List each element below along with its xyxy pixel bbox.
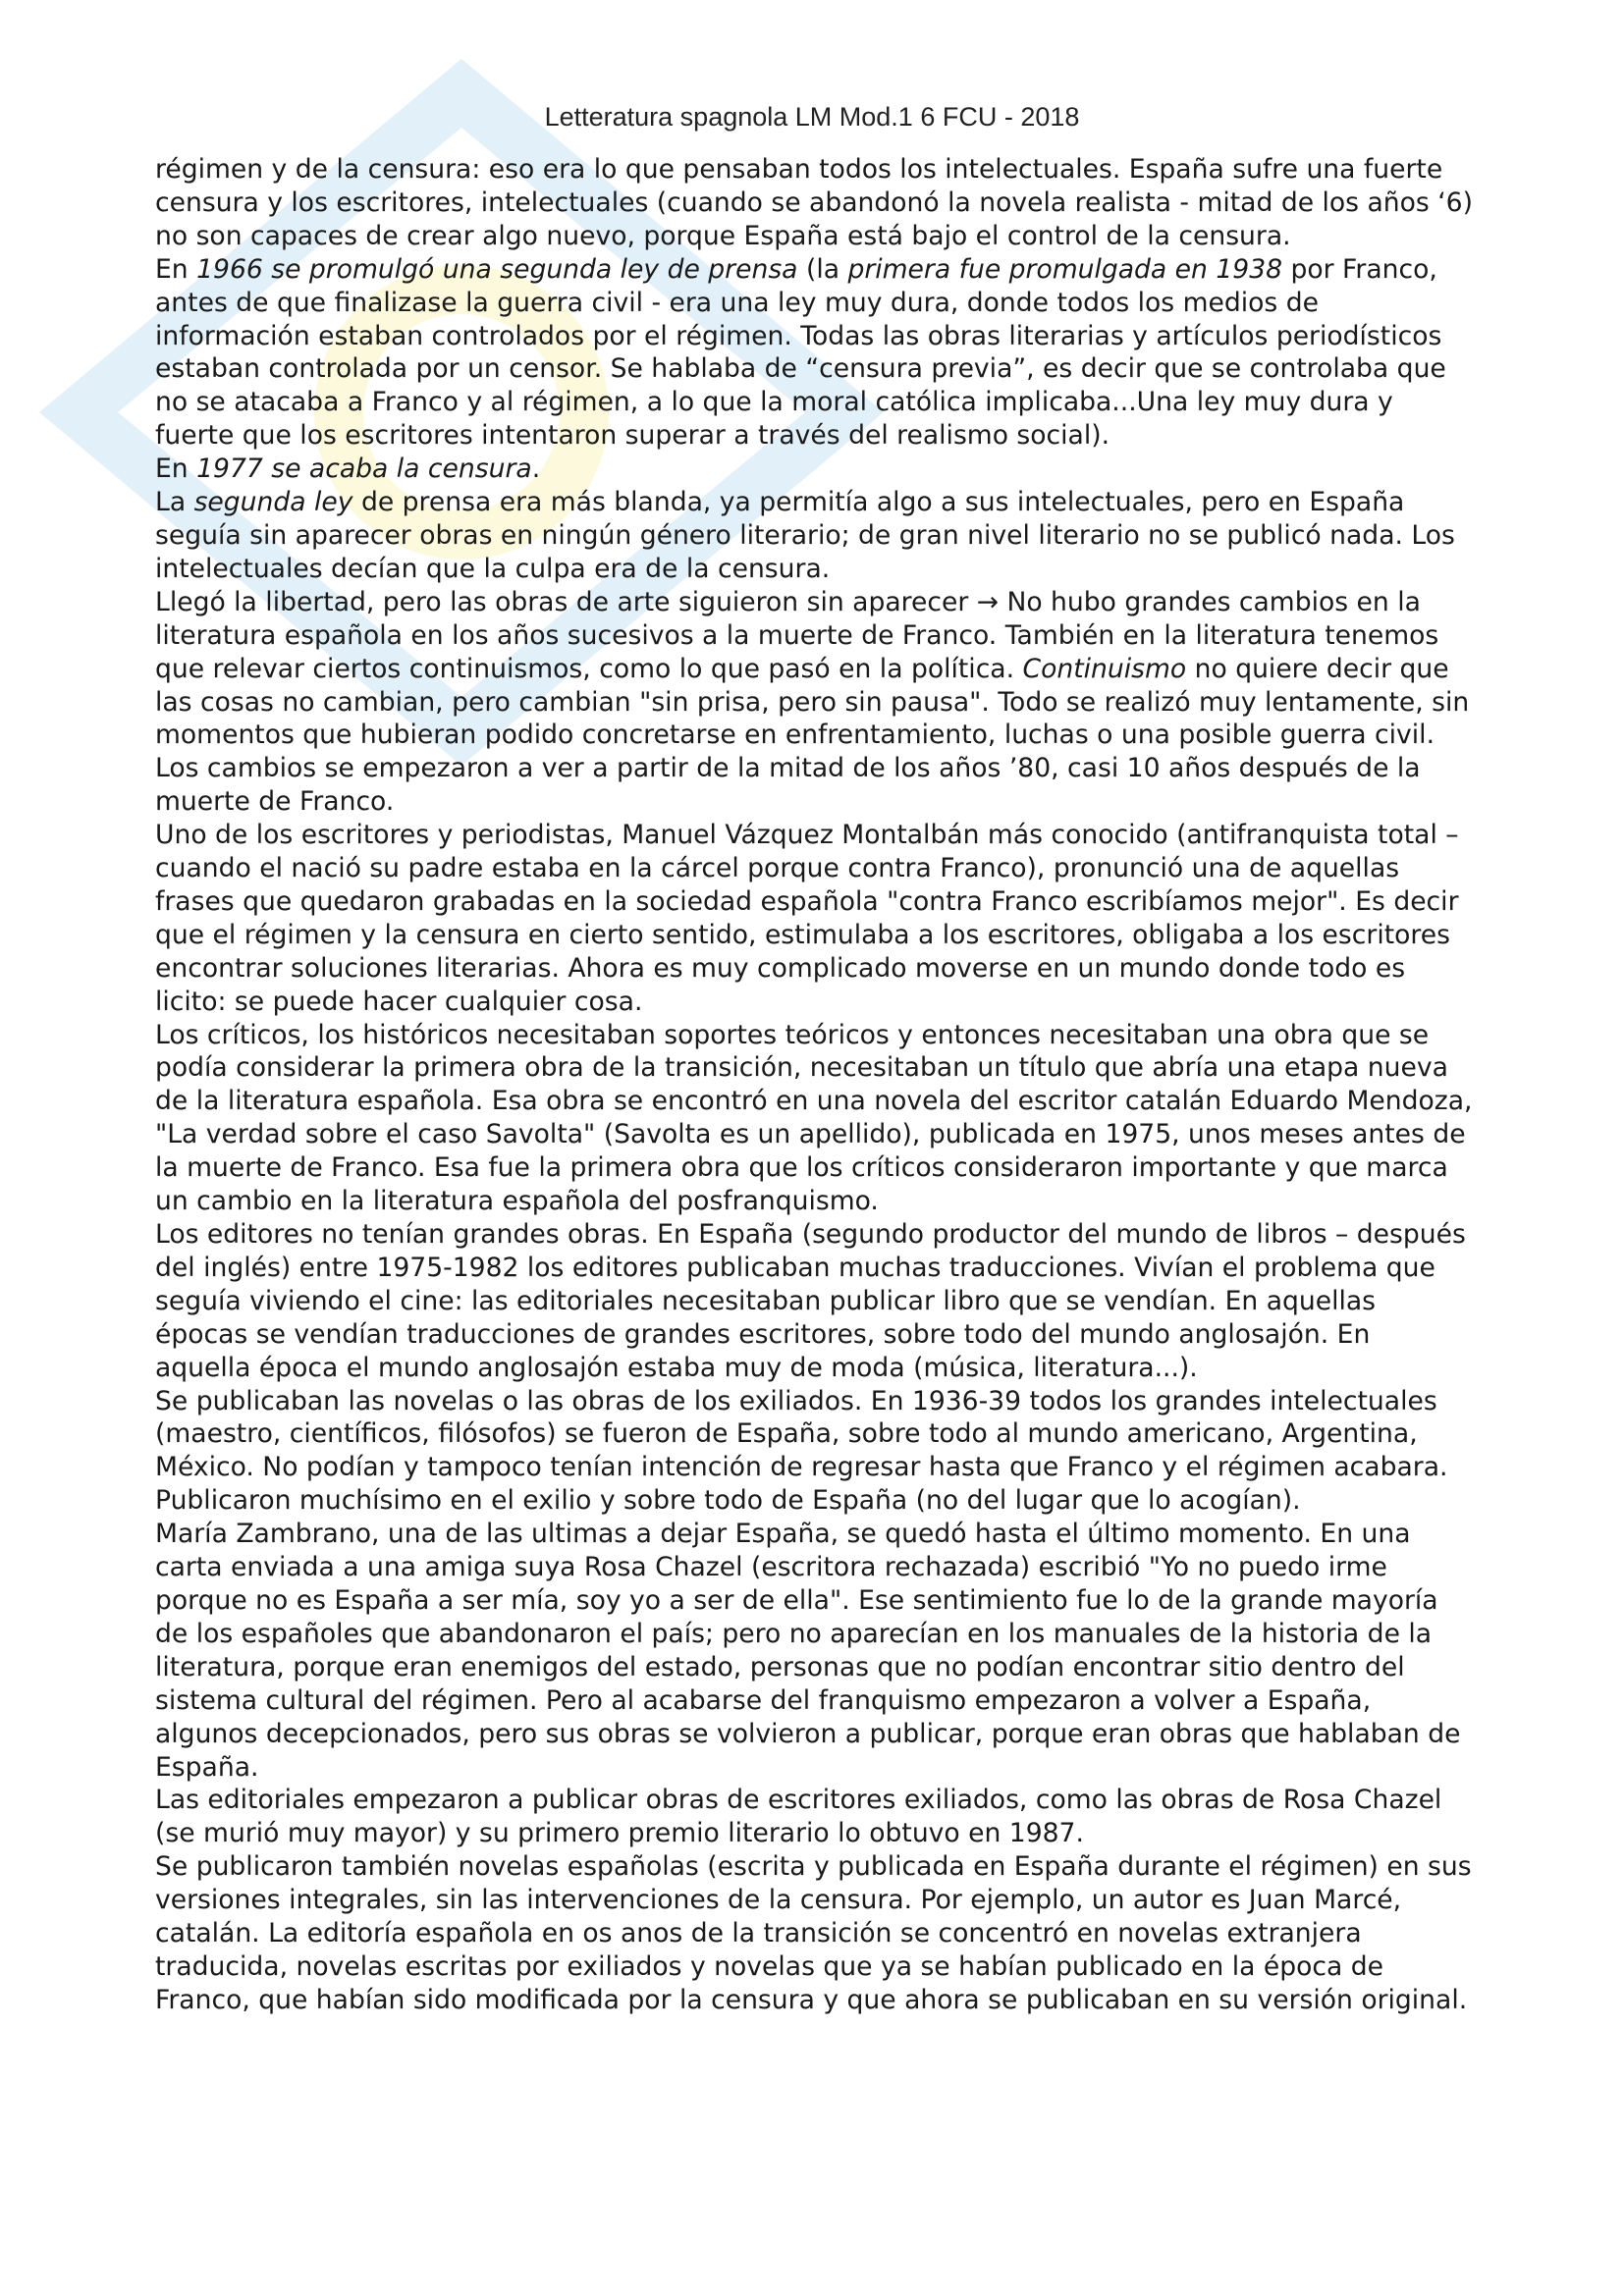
text-run: En — [155, 454, 197, 485]
paragraph — [155, 253, 1473, 453]
paragraph — [155, 1518, 1473, 1784]
text-run: régimen y de la censura: eso era lo que pensaban todos los intelectuales. España sufre una fuerte censura y los escritores, intelectuales (cuando se abandonó la novela realista - mitad de los años ‘6) no son capaces de crear algo nuevo, porque España está bajo el control de la censura. — [155, 154, 1473, 251]
text-run: no quiere decir que las cosas no cambian, pero cambian "sin prisa, pero sin pausa". Todo se realizó muy lentamente, sin momentos que hubieran podido concretarse en enfrentamiento, luchas o una posible guerra civil. Los cambios se empezaron a ver a partir de la mitad de los años ’80, casi 10 años después de la muerte de Franco. — [155, 653, 1470, 818]
text-run: En — [155, 253, 197, 285]
text-run: Uno de los escritores y periodistas, Manuel Vázquez Montalbán más conocido (antifranquista total – cuando el nació su padre estaba en la cárcel porque contra Franco), pronunció una de aquellas frases que quedaron grabadas en la sociedad española "contra Franco escribíamos mejor". Es decir que el régimen y la censura en cierto sentido, estimulaba a los escritores, obligaba a los escritores encontrar soluciones literarias. Ahora es muy complicado moverse en un mundo donde todo es licito: se puede hacer cualquier cosa. — [155, 820, 1459, 1017]
paragraph — [155, 453, 1473, 486]
paragraph — [155, 1385, 1473, 1519]
text-run: por Franco, antes de que finalizase la guerra civil - era una ley muy dura, donde todos los medios de información estaban controlados por el régimen. Todas las obras literarias y artículos periodísticos estaban controlada por un censor. Se hablaba de “censura previa”, es decir que se controlaba que no se atacaba a Franco y al régimen, a lo que la moral católica implicaba...Una ley muy dura y fuerte que los escritores intentaron superar a través del realismo social). — [155, 253, 1446, 452]
text-run: Llegó la libertad, pero las obras de arte siguieron sin aparecer → No hubo grandes cambios en la literatura española en los años sucesivos a la muerte de Franco. También en la literatura tenemos que relevar ciertos continuismos, como lo que pasó en la política. — [155, 586, 1439, 684]
paragraph — [155, 819, 1473, 1018]
page-header: Letteratura spagnola LM Mod.1 6 FCU - 2018 — [544, 102, 1080, 132]
text-run: de prensa era más blanda, ya permitía algo a sus intelectuales, pero en España seguía sin aparecer obras en ningún género literario; de gran nivel literario no se publicó nada. Los intelectuales decían que la culpa era de la censura. — [155, 487, 1455, 584]
paragraph — [155, 1784, 1473, 1850]
text-run: Se publicaron también novelas españolas (escrita y publicada en España durante el régimen) en sus versiones integrales, sin las intervenciones de la censura. Por ejemplo, un autor es Juan Marcé, catalán. La editoría española en os anos de la transición se concentró en novelas extranjera traducida, novelas escritas por exiliados y novelas que ya se habían publicado en la época de Franco, que habían sido modificada por la censura y que ahora se publicaban en su versión original. — [155, 1851, 1472, 2015]
paragraph — [155, 486, 1473, 586]
italic-text: 1977 se acaba la censura — [196, 454, 532, 485]
italic-text: primera fue promulgada en 1938 — [847, 253, 1283, 285]
text-run: . — [531, 454, 541, 485]
italic-text: segunda ley — [193, 487, 353, 518]
italic-text: Continuismo — [1022, 653, 1187, 684]
text-run: Los editores no tenían grandes obras. En España (segundo productor del mundo de libros – después del inglés) entre 1975-1982 los editores publicaban muchas traducciones. Vivían el problema que seguía viviendo el cine: las editoriales necesitaban publicar libro que se vendían. En aquellas épocas se vendían traducciones de grandes escritores, sobre todo del mundo anglosajón. En aquella época el mundo anglosajón estaba muy de moda (música, literatura...). — [155, 1219, 1466, 1383]
text-run: María Zambrano, una de las ultimas a dejar España, se quedó hasta el último momento. En una carta enviada a una amiga suya Rosa Chazel (escritora rechazada) escribió "Yo no puedo irme porque no es España a ser mía, soy yo a ser de ella". Ese sentimiento fue lo de la grande mayoría de los españoles que abandonaron el país; pero no aparecían en los manuales de la historia de la literatura, porque eran enemigos del estado, personas que no podían encontrar sitio dentro del sistema cultural del régimen. Pero al acabarse del franquismo empezaron a volver a España, algunos decepcionados, pero sus obras se volvieron a publicar, porque eran obras que hablaban de España. — [155, 1519, 1461, 1783]
text-run: La — [155, 487, 194, 518]
paragraph — [155, 153, 1473, 253]
text-run: (la — [797, 253, 848, 285]
text-run: Se publicaban las novelas o las obras de los exiliados. En 1936-39 todos los grandes intelectuales (maestro, científicos, filósofos) se fueron de España, sobre todo al mundo americano, Argentina, México. No podían y tampoco tenían intención de regresar hasta que Franco y el régimen acabara. Publicaron muchísimo en el exilio y sobre todo de España (no del lugar que lo acogían). — [155, 1385, 1448, 1517]
text-run: Los críticos, los históricos necesitaban soportes teóricos y entonces necesitaban una obra que se podía considerar la primera obra de la transición, necesitaban un título que abría una etapa nueva de la literatura española. Esa obra se encontró en una novela del escritor catalán Eduardo Mendoza, "La verdad sobre el caso Savolta" (Savolta es un apellido), publicada en 1975, unos meses antes de la muerte de Franco. Esa fue la primera obra que los críticos consideraron importante y que marca un cambio en la literatura española del posfranquismo. — [155, 1019, 1473, 1217]
paragraph — [155, 1218, 1473, 1385]
paragraph — [155, 1019, 1473, 1218]
italic-text: 1966 se promulgó una segunda ley de prensa — [196, 253, 798, 285]
document-body — [155, 153, 1473, 2017]
paragraph — [155, 586, 1473, 819]
text-run: Las editoriales empezaron a publicar obras de escritores exiliados, como las obras de Rosa Chazel (se murió muy mayor) y su primero premio literario lo obtuvo en 1987. — [155, 1785, 1442, 1849]
paragraph — [155, 1850, 1473, 2017]
